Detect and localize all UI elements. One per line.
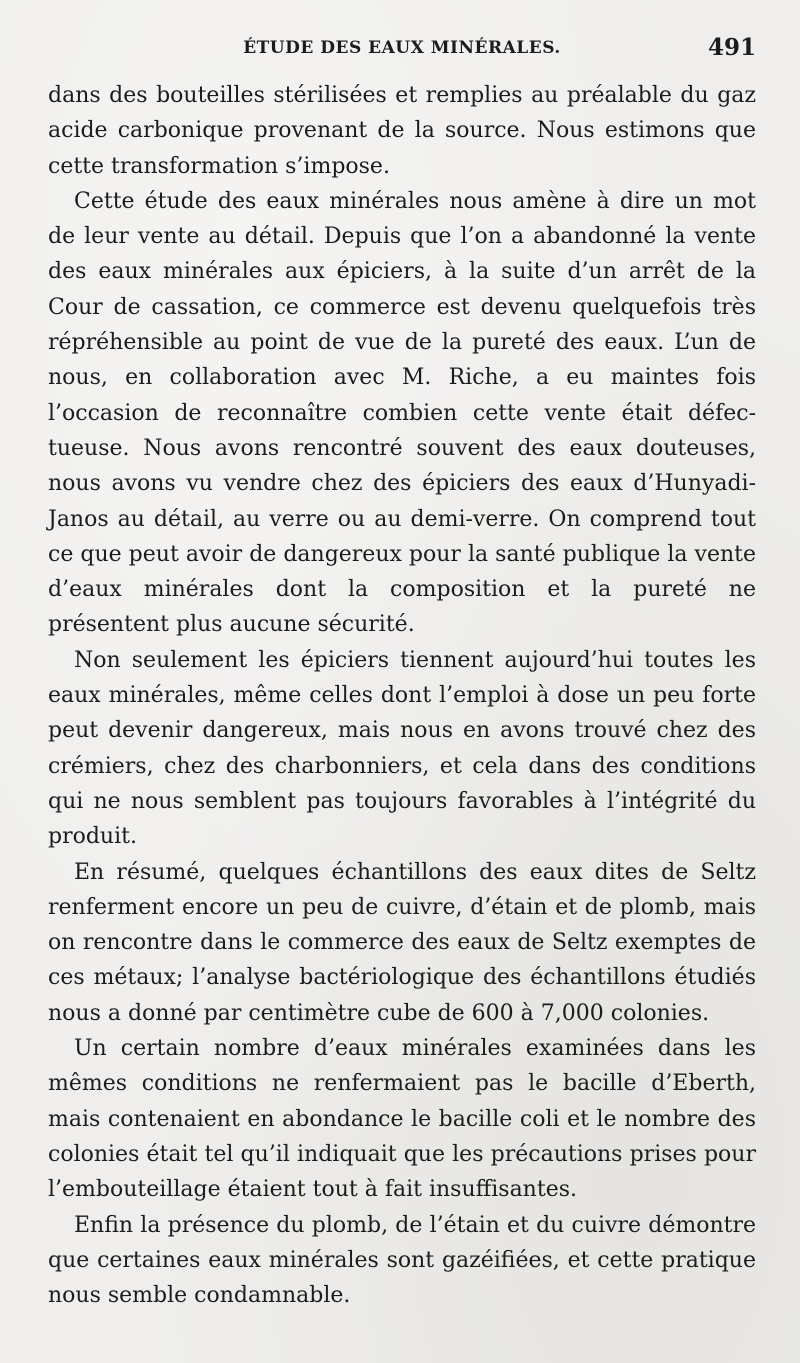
paragraph-bacteria: Un certain nombre d’eaux minérales examinées dans les mêmes conditions ne renfermaient pas le bacille d’Eberth, mais contenaient en abondance le bacille coli et le nombre des colonies était tel qu’il indiquait que les précautions prises pour l’embouteillage étaient tout à fait insuffisantes. — [48, 1036, 756, 1203]
paragraph-retail-sale: Cette étude des eaux minérales nous amène à dire un mot de leur vente au détail. Depuis que l’on a abandonné la vente des eaux minérales aux épiciers, à la suite d’un arrêt de la Cour de cassation, ce commerce est devenu quelquefois très répréhensible au point de vue de la pureté des eaux. L’un de nous, en collaboration avec M. Riche, a eu maintes fois l’occasion de reconnaître combien cette vente était défectueuse. Nous avons rencontré souvent des eaux douteuses, nous avons vu vendre chez des épiciers des eaux d’Hunyadi-Janos au détail, au verre ou au demi-verre. On comprend tout ce que peut avoir de dangereux pour la santé publique la vente d’eaux minérales dont la composition et la pureté ne présentent plus aucune sécurité. — [48, 188, 756, 638]
paragraph-summary: En résumé, quelques échantillons des eaux dites de Seltz renferment encore un peu de cuivre, d’étain et de plomb, mais on rencontre dans le commerce des eaux de Seltz exemptes de ces métaux; l’analyse bactériologique des échantillons étudiés nous a donné par centimètre cube de 600 à 7,000 colonies. — [48, 859, 756, 1026]
running-title: ÉTUDE DES EAUX MINÉRALES. — [243, 38, 561, 58]
paragraph-grocers: Non seulement les épiciers tiennent aujourd’hui toutes les eaux minérales, même celles dont l’emploi à dose un peu forte peut devenir dangereux, mais nous en avons trouvé chez des crémiers, chez des charbonniers, et cela dans des conditions qui ne nous semblent pas toujours favorables à l’intégrité du produit. — [48, 647, 756, 850]
paragraph-conclusion: Enfin la présence du plomb, de l’étain et du cuivre démontre que certaines eaux minérales sont gazéifiées, et cette pratique nous semble condamnable. — [48, 1212, 756, 1309]
paragraph-continuation: dans des bouteilles stérilisées et remplies au préalable du gaz acide carbonique provenant de la source. Nous estimons que cette transformation s’impose. — [48, 83, 756, 179]
body-text — [48, 78, 756, 1313]
page-header — [48, 36, 756, 66]
page-number: 491 — [707, 34, 756, 61]
